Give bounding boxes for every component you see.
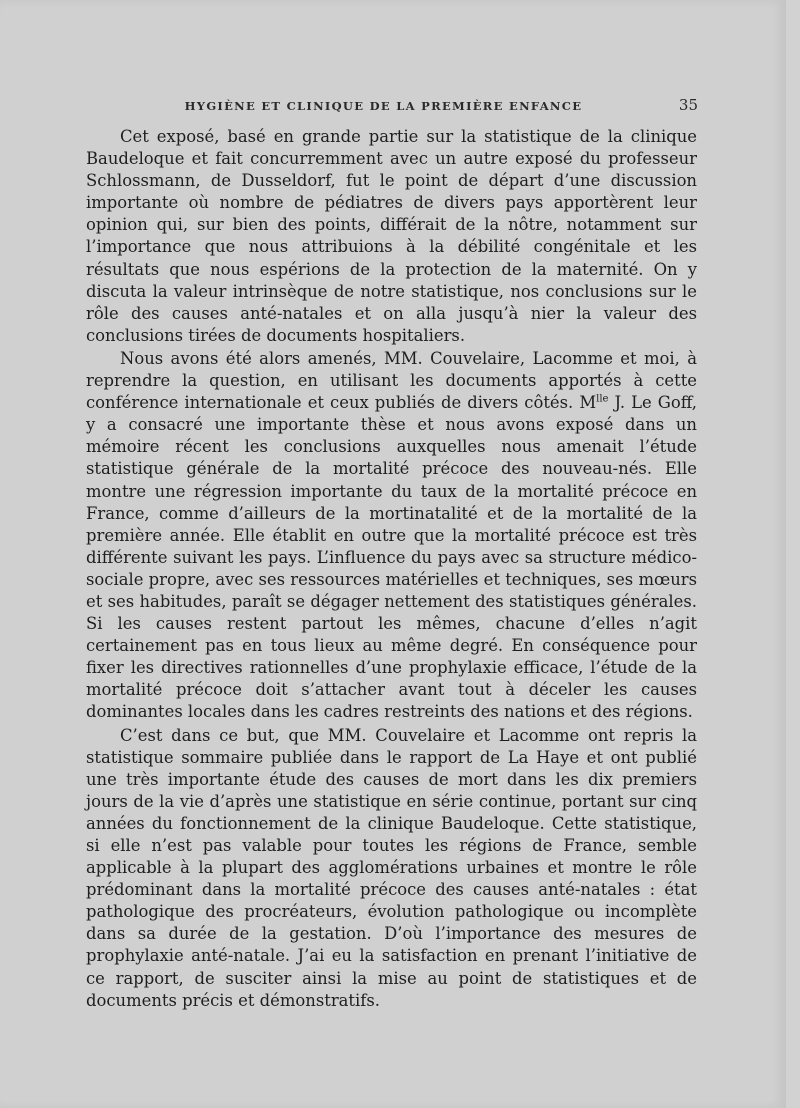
page-number: 35 xyxy=(678,96,698,114)
paragraph-3: C’est dans ce but, que MM. Couvelaire et Lacomme ont repris la statistique sommaire publiée dans le rapport de La Haye et ont publié une très importante étude des causes de mort dans les dix premiers jours de la vie d’après une statistique en série continue, portant sur cinq années du fonctionnement de la clinique Baudeloque. Cette statistique, si elle n’est pas valable pour toutes les régions de France, semble applicable à la plupart des agglomérations urbaines et montre le rôle prédominant dans la mortalité précoce des causes anté-natales : état pathologique des procréateurs, évolution pathologique ou incomplète dans sa durée de la gestation. D’où l’importance des mesures de prophylaxie anté-natale. J’ai eu la satisfaction en prenant l’initiative de ce rapport, de susciter ainsi la mise au point de statistiques et de documents précis et démonstratifs. xyxy=(86,725,697,1010)
paragraph-2 xyxy=(86,348,697,724)
paragraph-1: Cet exposé, basé en grande partie sur la statistique de la clinique Baudeloque et fait concurremment avec un autre exposé du professeur Schlossmann, de Dusseldorf, fut le point de départ d’une discussion importante où nombre de pédiatres de divers pays apportèrent leur opinion qui, sur bien des points, différait de la nôtre, notamment sur l’importance que nous attribuions à la débilité congénitale et les résultats que nous espérions de la protection de la maternité. On y discuta la valeur intrinsèque de notre statistique, nos conclusions sur le rôle des causes anté-natales et on alla jusqu’à nier la valeur des conclusions tirées de documents hospitaliers. xyxy=(86,127,697,345)
paragraph-2-part-2: J. Le Goff, y a consacré une importante thèse et nous avons exposé dans un mémoire récent les conclusions auxquelles nous amenait l’étude statistique générale de la mortalité précoce des nouveau-nés. Elle montre une régression importante du taux de la mortalité précoce en France, comme d’ailleurs de la mortinatalité et de la mortalité de la première année. Elle établit en outre que la mortalité précoce est très différente suivant les pays. L’influence du pays avec sa structure médico-sociale propre, avec ses ressources matérielles et techniques, ses mœurs et ses habitudes, paraît se dégager nettement des statistiques générales. Si les causes restent partout les mêmes, chacune d’elles n’agit certainement pas en tous lieux au même degré. En conséquence pour fixer les directives rationnelles d’une prophylaxie efficace, l’étude de la mortalité précoce doit s’attacher avant tout à déceler les causes dominantes locales dans les cadres restreints des nations et des régions. xyxy=(86,393,697,722)
superscript-lle: lle xyxy=(596,393,609,405)
paragraph-2-part-1: Nous avons été alors amenés, MM. Couvelaire, Lacomme et moi, à reprendre la question, en utilisant les documents apportés à cette conférence internationale et ceux publiés de divers côtés. M xyxy=(86,348,697,413)
running-title: HYGIÈNE ET CLINIQUE DE LA PREMIÈRE ENFANCE xyxy=(184,99,583,113)
body-text xyxy=(86,126,697,1012)
running-head xyxy=(88,96,698,114)
